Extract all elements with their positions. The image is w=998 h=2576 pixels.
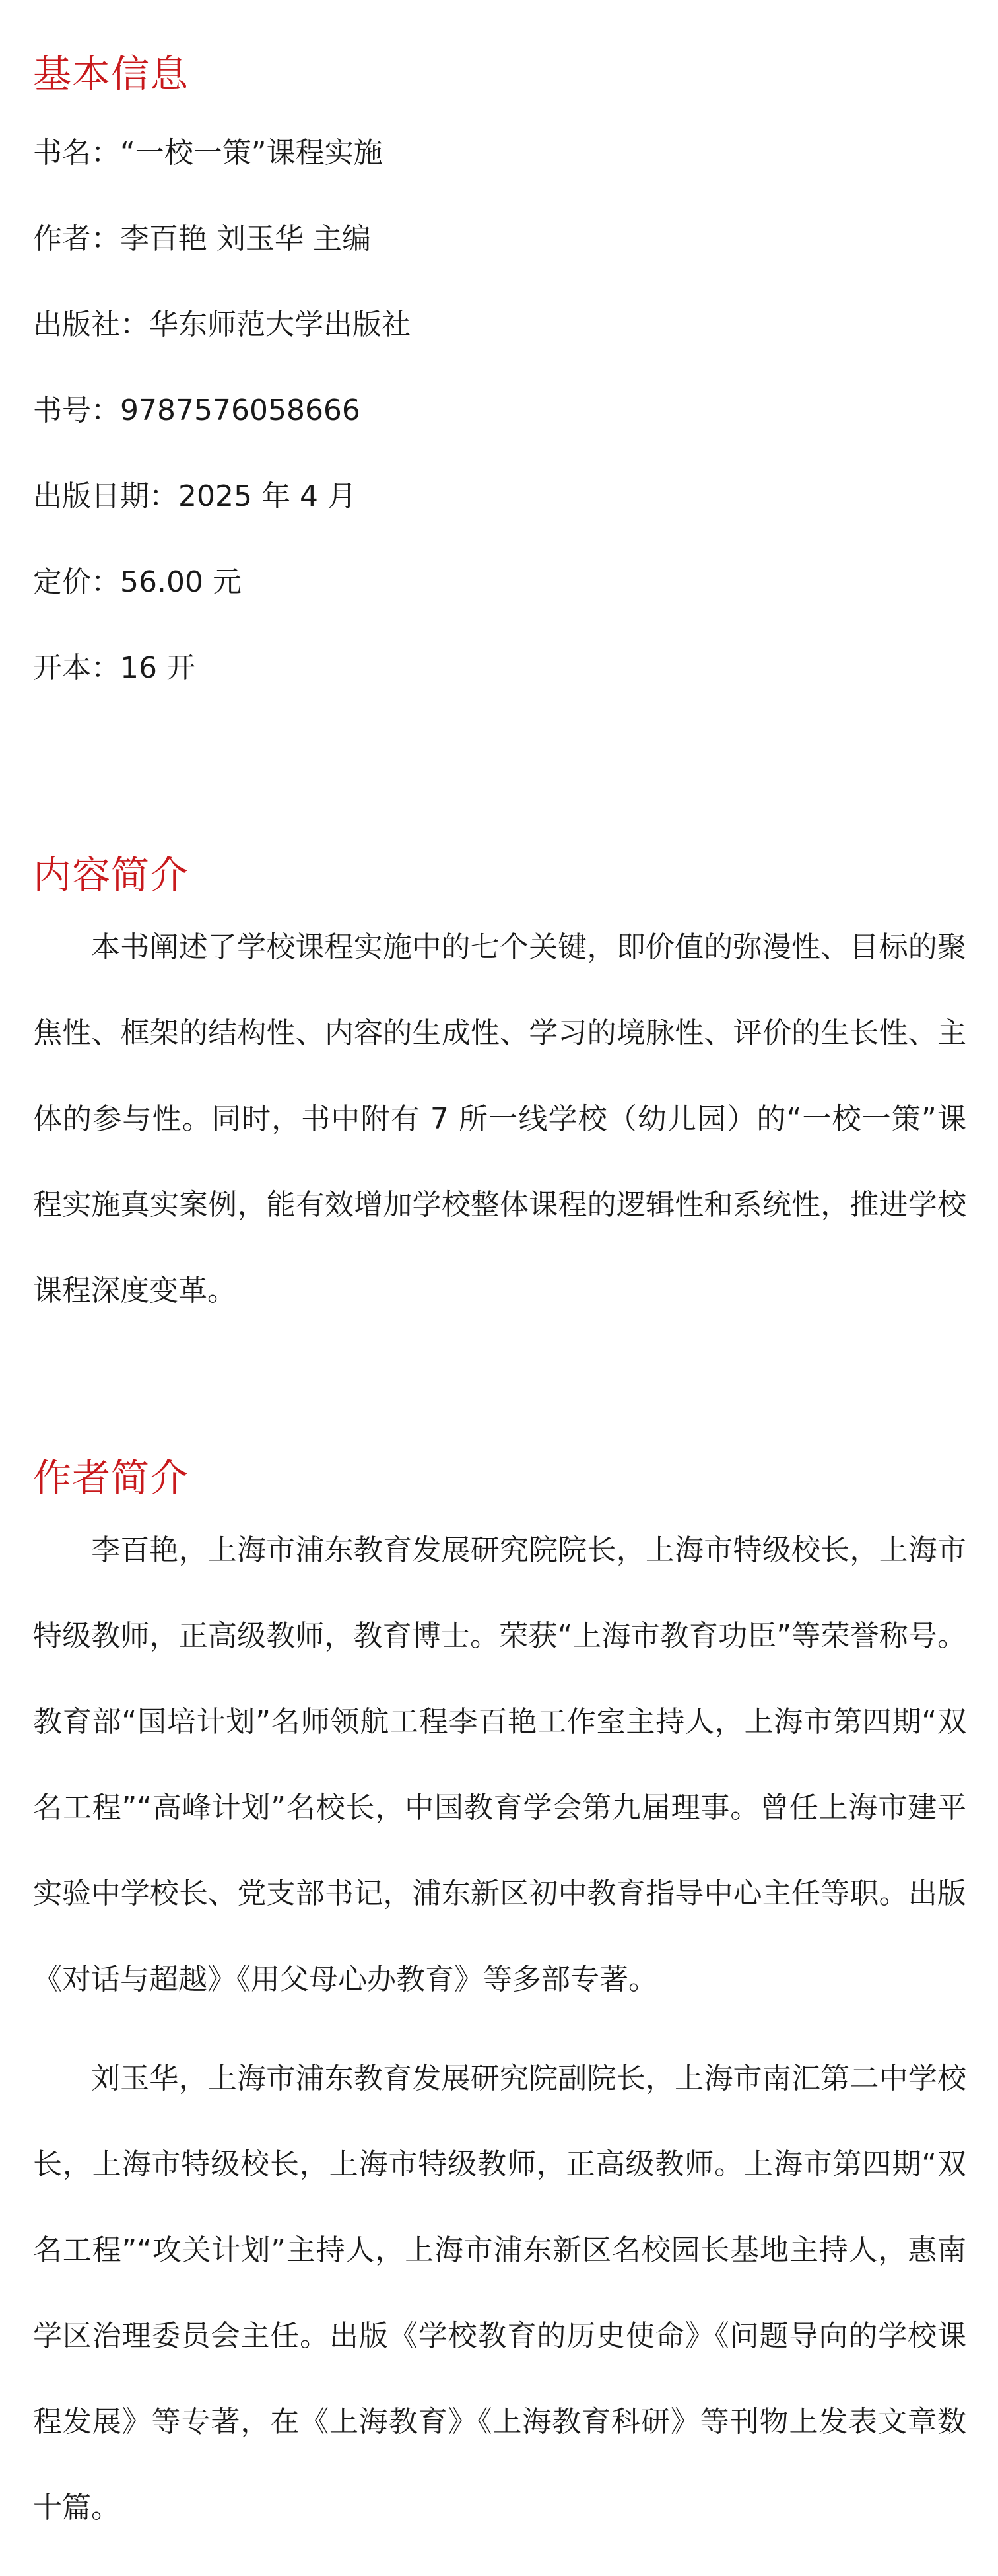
content-intro-heading: 内容简介 xyxy=(33,853,189,897)
info-line-author: 作者：李百艳 刘玉华 主编 xyxy=(33,222,371,256)
content-intro-paragraph: 本书阐述了学校课程实施中的七个关键，即价值的弥漫性、目标的聚焦性、框架的结构性、内容的生成性、学习的境脉性、评价的生长性、主体的参与性。同时，书中附有 7 所一线学校（幼儿园）的“一校一策”课程实施真实案例，能有效增加学校整体课程的逻辑性和系统性，推进学校课程深度变革。 xyxy=(33,930,966,1307)
author-paragraph-li-baiyan: 李百艳，上海市浦东教育发展研究院院长，上海市特级校长，上海市特级教师，正高级教师，教育博士。荣获“上海市教育功臣”等荣誉称号。教育部“国培计划”名师领航工程李百艳工作室主持人，上海市第四期“双名工程”“高峰计划”名校长，中国教育学会第九届理事。曾任上海市建平实验中学校长、党支部书记，浦东新区初中教育指导中心主任等职。出版《对话与超越》《用父母心办教育》等多部专著。 xyxy=(33,1533,966,1996)
info-line-publisher: 出版社：华东师范大学出版社 xyxy=(33,308,411,341)
author-intro-heading: 作者简介 xyxy=(33,1455,189,1500)
info-line-pub-date: 出版日期：2025 年 4 月 xyxy=(33,479,356,513)
author-paragraph-liu-yuhua: 刘玉华，上海市浦东教育发展研究院副院长，上海市南汇第二中学校长，上海市特级校长，上海市特级教师，正高级教师。上海市第四期“双名工程”“攻关计划”主持人，上海市浦东新区名校园长基地主持人，惠南学区治理委员会主任。出版《学校教育的历史使命》《问题导向的学校课程发展》等专著，在《上海教育》《上海教育科研》等刊物上发表文章数十篇。 xyxy=(33,2062,966,2524)
author-intro-section xyxy=(33,1451,966,2551)
info-line-title: 书名：“一校一策”课程实施 xyxy=(33,136,383,170)
basic-info-heading: 基本信息 xyxy=(33,52,189,96)
basic-info-section xyxy=(33,0,966,711)
info-line-price: 定价：56.00 元 xyxy=(33,565,242,599)
info-line-format: 开本：16 开 xyxy=(33,651,195,685)
content-intro-section xyxy=(33,849,966,1334)
info-line-isbn: 书号：9787576058666 xyxy=(33,394,360,427)
